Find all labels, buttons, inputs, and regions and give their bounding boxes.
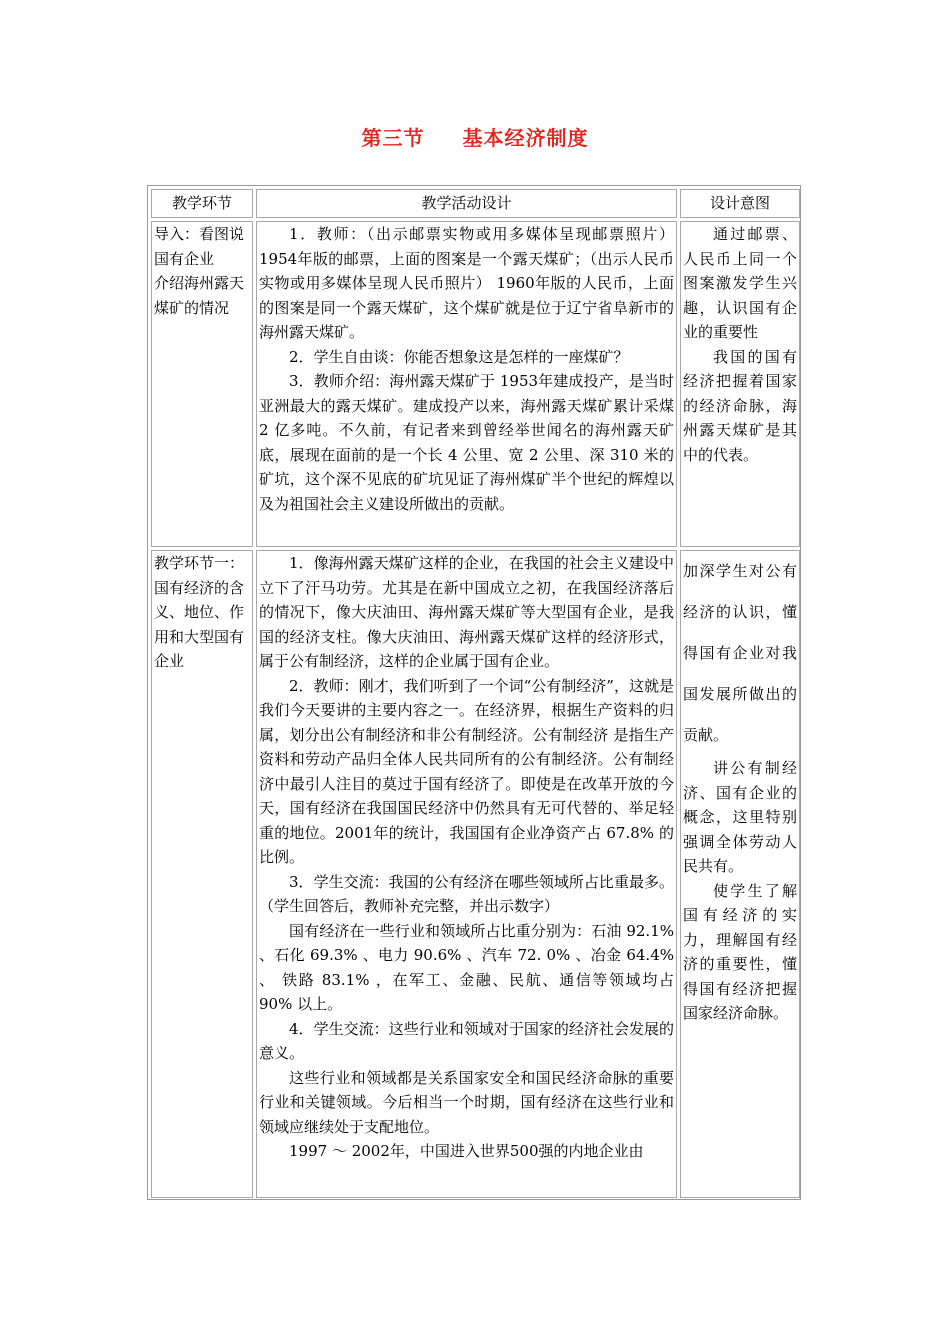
header-intent: 设计意图 [680,189,800,218]
activity-paragraph: 3．学生交流：我国的公有经济在哪些领域所占比重最多。（学生回答后，教师补充完整，并出示数字） [259,872,674,915]
intent-text: 加深学生对公有经济的认识，懂得国有企业对我国发展所做出的贡献。 [683,562,797,744]
activity-cell [256,550,677,1198]
section-title: 基本经济制度 [462,126,589,150]
activity-cell [256,221,677,547]
header-activity: 教学活动设计 [256,189,677,218]
activity-paragraph: 1．教师：（出示邮票实物或用多媒体呈现邮票照片） 1954年版的邮票，上面的图案是一个露天煤矿；（出示人民币实物或用多媒体呈现人民币照片） 1960年版的人民币，上面的图案是同一个露天煤矿，这个煤矿就是位于辽宁省阜新市的海州露天煤矿。 [259,225,674,341]
table-row [151,221,800,547]
stage-text: 导入：看图说国有企业 [154,225,245,268]
intent-text: 讲公有制经济、国有企业的概念，这里特别强调全体劳动人民共有。 [683,759,797,875]
intent-text: 通过邮票、人民币上同一个图案激发学生兴趣，认识国有企业的重要性 [683,225,797,341]
lesson-plan-table [148,186,803,1201]
stage-cell [151,221,253,547]
stage-text: 介绍海州露天煤矿的情况 [154,274,245,317]
header-stage: 教学环节 [151,189,253,218]
activity-paragraph: 国有经济在一些行业和领域所占比重分别为：石油 92.1% 、石化 69.3% 、电力 90.6% 、汽车 72. 0% 、冶金 64.4% 、 铁路 83.1% ，在军工、金融、民航、通信等领域均占 90% 以上。 [259,921,674,1013]
intent-text: 使学生了解国有经济的实力，理解国有经济的重要性，懂得国有经济把握国家经济命脉。 [683,881,797,1022]
stage-text: 教学环节一：国有经济的含义、地位、作用和大型国有企业 [154,554,245,670]
table-row [151,550,800,1198]
activity-paragraph: 3．教师介绍：海州露天煤矿于 1953年建成投产，是当时亚洲最大的露天煤矿。建成投产以来，海州露天煤矿累计采煤 2 亿多吨。不久前，有记者来到曾经举世闻名的海州露天矿底，展现在面前的是一个长 4 公里、宽 2 公里、深 310 米的矿坑，这个深不见底的矿坑见证了海州煤矿半个世纪的辉煌以及为祖国社会主义建设所做出的贡献。 [259,372,674,513]
intent-cell [680,550,800,1198]
activity-paragraph: 4．学生交流：这些行业和领域对于国家的经济社会发展的意义。 [259,1019,674,1062]
intent-cell [680,221,800,547]
table-header-row [151,189,800,218]
stage-cell [151,550,253,1198]
page-title [0,122,950,151]
activity-paragraph: 这些行业和领域都是关系国家安全和国民经济命脉的重要行业和关键领域。今后相当一个时期，国有经济在这些行业和领域应继续处于支配地位。 [259,1068,674,1136]
activity-paragraph: 1997 ～ 2002年，中国进入世界500强的内地企业由 [289,1142,644,1160]
activity-paragraph: 2．学生自由谈：你能否想象这是怎样的一座煤矿？ [289,347,629,366]
intent-text: 我国的国有经济把握着国家的经济命脉，海州露天煤矿是其中的代表。 [683,347,797,464]
activity-paragraph: 1．像海州露天煤矿这样的企业，在我国的社会主义建设中立下了汗马功劳。尤其是在新中国成立之初，在我国经济落后的情况下，像大庆油田、海州露天煤矿等大型国有企业，是我国的经济支柱。像大庆油田、海州露天煤矿这样的经济形式，属于公有制经济，这样的企业属于国有企业。 [259,554,674,670]
section-number: 第三节 [361,126,425,150]
activity-paragraph: 2．教师：刚才，我们听到了一个词“公有制经济”，这就是我们今天要讲的主要内容之一。在经济界，根据生产资料的归属，划分出公有制经济和非公有制经济。公有制经济 是指生产资料和劳动产品归全体人民共同所有的公有制经济。公有制经济中最引人注目的莫过于国有经济了。即使是在改革开放的今天，国有经济在我国国民经济中仍然具有无可代替的、举足轻重的地位。2001年的统计，我国国有企业净资产占 67.8% 的比例。 [259,676,674,866]
